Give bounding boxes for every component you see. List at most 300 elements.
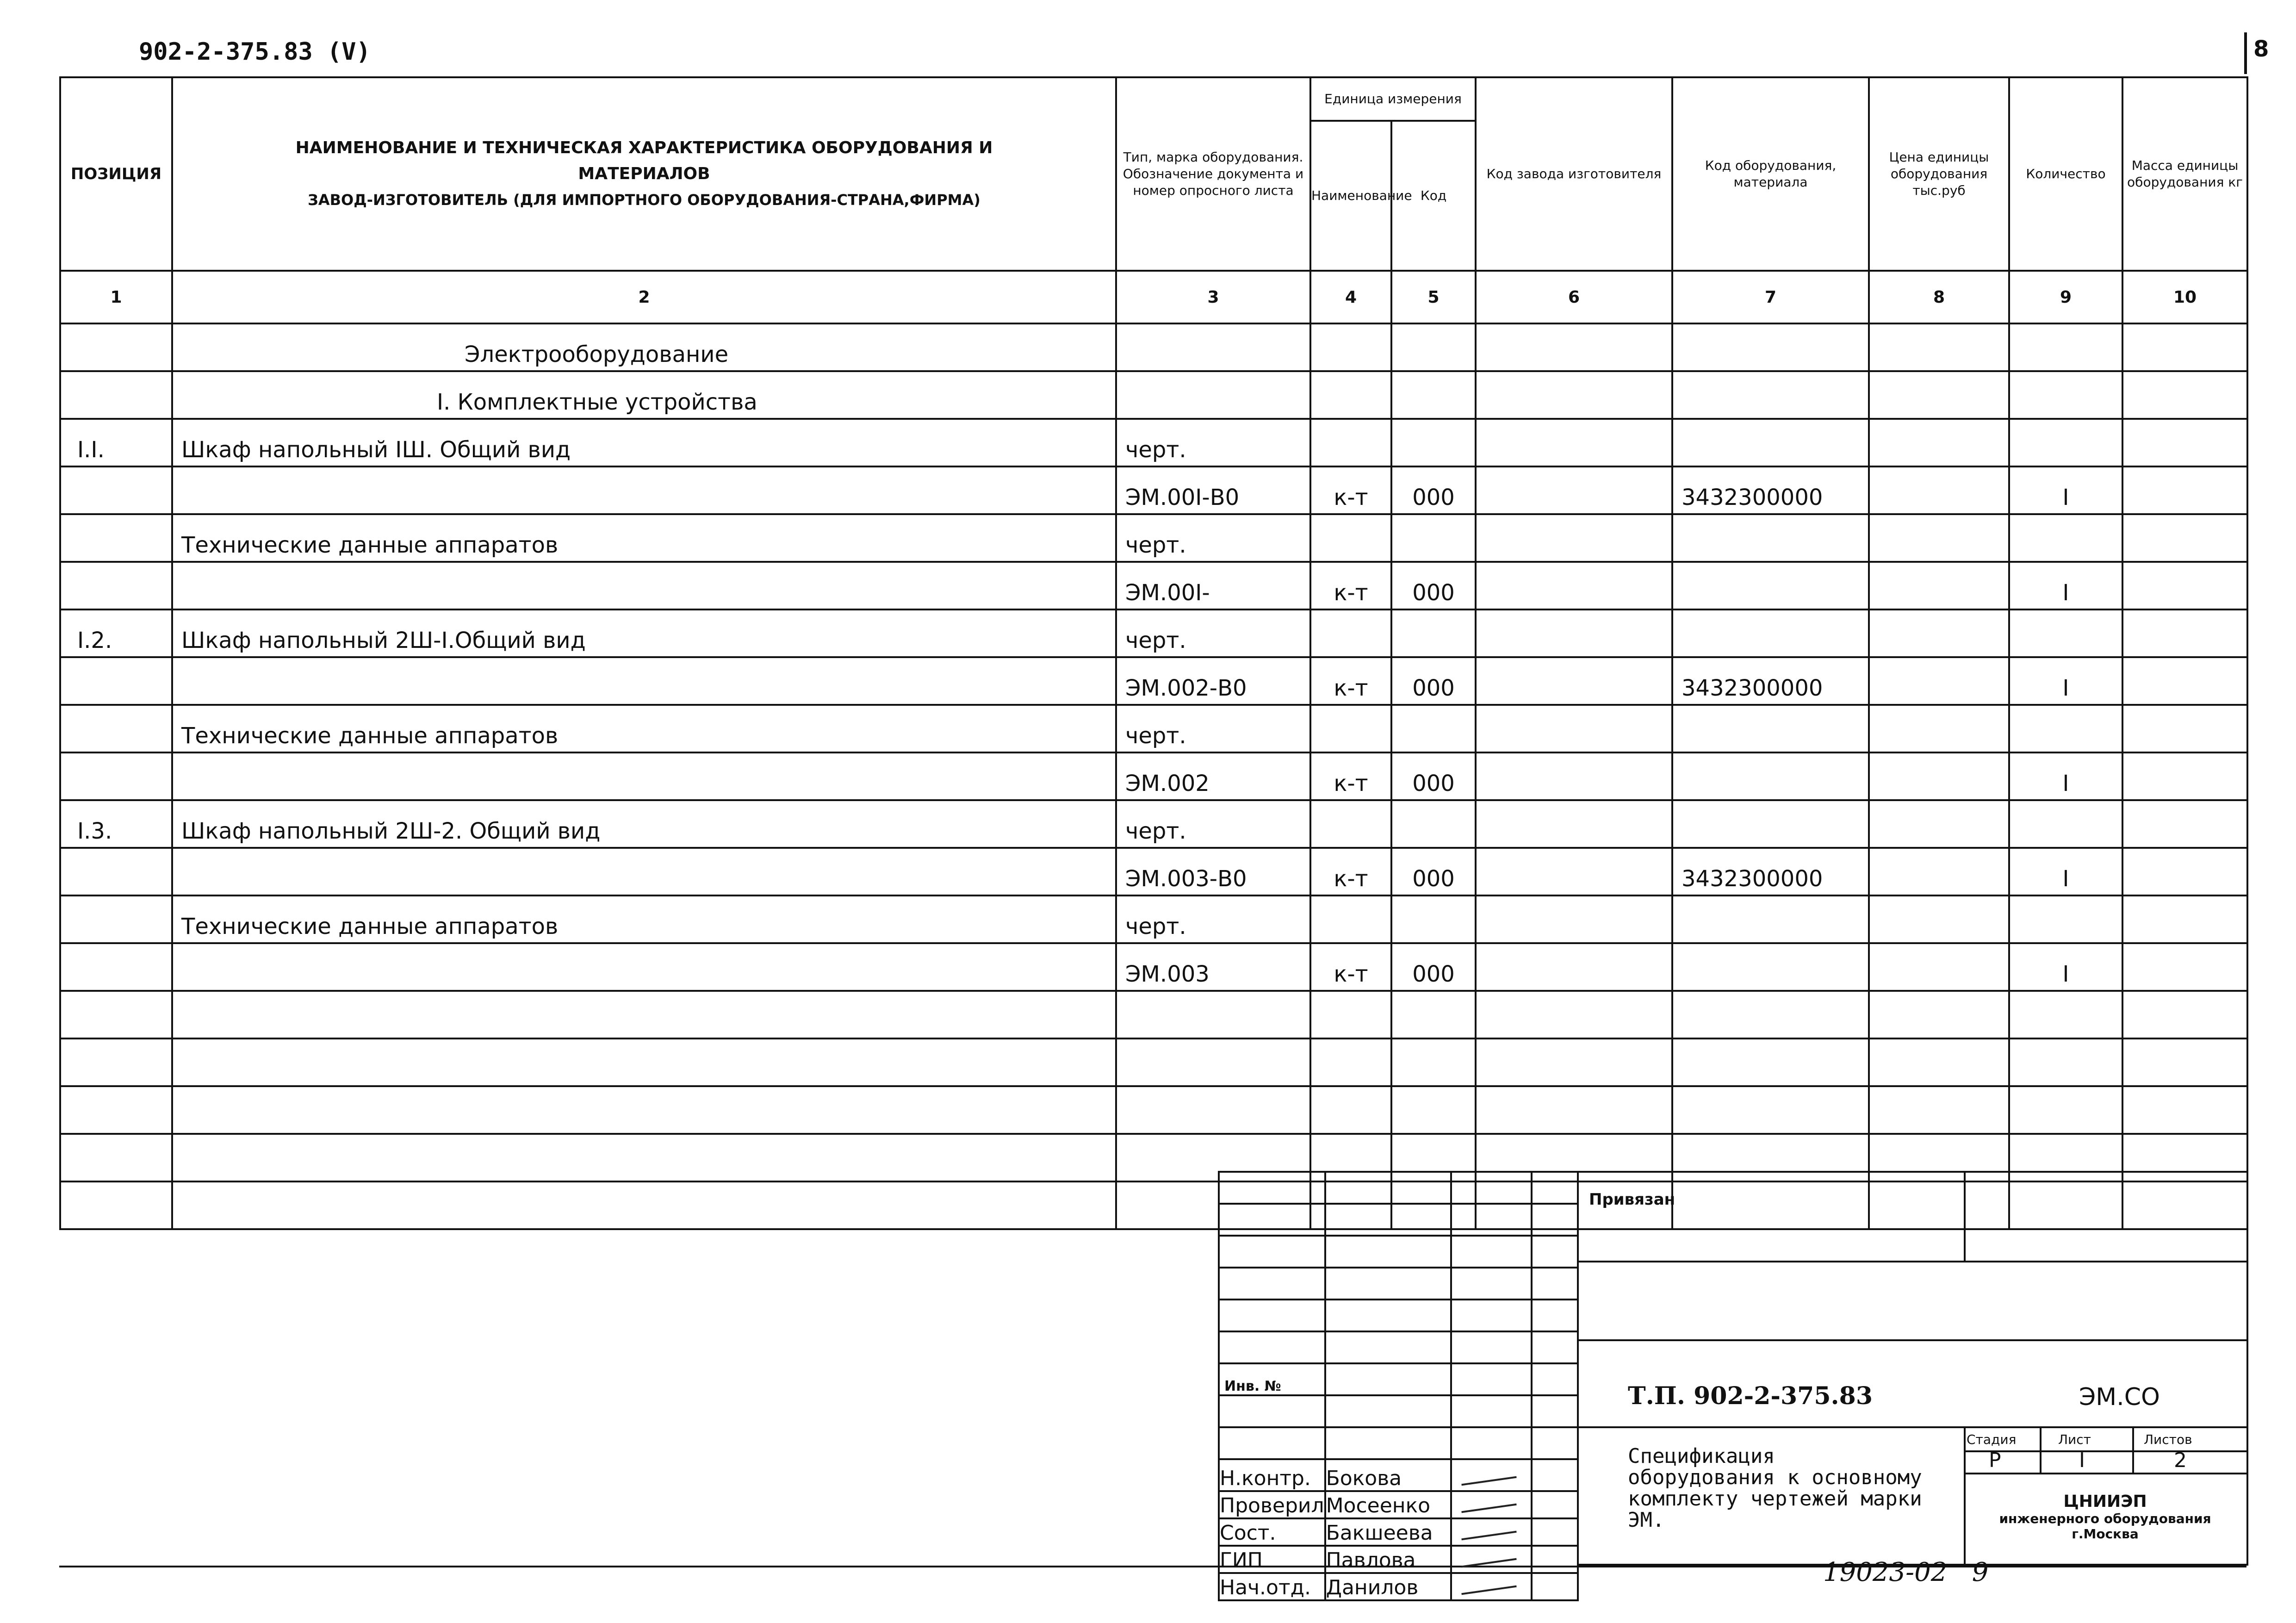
table-row — [60, 419, 2247, 466]
cell-price — [1869, 514, 2009, 562]
sheet-value: I — [2079, 1449, 2085, 1472]
table-row — [60, 848, 2247, 895]
signature-role: Нач.отд. — [1219, 1573, 1325, 1600]
doc-code-album: (V) — [327, 38, 371, 66]
signature-cell — [1325, 1331, 1451, 1363]
cell-quantity — [2009, 705, 2122, 752]
signature-name: Павлова — [1325, 1546, 1451, 1573]
signature-role: Проверил — [1219, 1491, 1325, 1518]
table-row — [60, 1086, 2247, 1134]
cell-factory-code — [1476, 657, 1672, 705]
column-number: 8 — [1869, 271, 2009, 323]
cell-quantity — [2009, 1038, 2122, 1086]
cell-quantity: I — [2009, 466, 2122, 514]
cell-doc: черт. — [1116, 419, 1310, 466]
cell-equipment-code — [1672, 895, 1869, 943]
signature-row — [1219, 1518, 1578, 1546]
signature-cell — [1532, 1459, 1578, 1491]
cell-quantity — [2009, 419, 2122, 466]
signature-cell — [1325, 1204, 1451, 1236]
title-block-right — [1577, 1171, 2248, 1566]
cell-doc: ЭМ.00I- — [1116, 562, 1310, 609]
cell-position — [60, 705, 172, 752]
signature-cell — [1532, 1395, 1578, 1427]
cell-position: I.2. — [60, 609, 172, 657]
signature-row — [1219, 1573, 1578, 1600]
cell-doc: черт. — [1116, 895, 1310, 943]
signature-cell — [1532, 1573, 1578, 1600]
cell-unit — [1310, 609, 1391, 657]
cell-name — [172, 1086, 1116, 1134]
signature-cell — [1325, 1427, 1451, 1459]
hline-3 — [1577, 1426, 2246, 1428]
cell-quantity — [2009, 514, 2122, 562]
cell-price — [1869, 752, 2009, 800]
cell-equipment-code — [1672, 609, 1869, 657]
cell-name: Технические данные аппаратов — [172, 705, 1116, 752]
cell-position — [60, 514, 172, 562]
table-row — [60, 562, 2247, 609]
signature-name: Бокова — [1325, 1459, 1451, 1491]
cell-unit-code — [1391, 514, 1476, 562]
cell-unit: к-т — [1310, 848, 1391, 895]
privyazan-label: Привязан — [1589, 1190, 1675, 1209]
cell-unit — [1310, 991, 1391, 1038]
cell-factory-code — [1476, 562, 1672, 609]
handwritten-signature — [1461, 1586, 1516, 1595]
cell-factory-code — [1476, 514, 1672, 562]
cell-price — [1869, 419, 2009, 466]
col-header-mass: Масса единицы оборудования кг — [2122, 77, 2247, 271]
signature-cell — [1451, 1236, 1532, 1268]
signature-cell — [1325, 1268, 1451, 1300]
cell-mass — [2122, 609, 2247, 657]
cell-position — [60, 1181, 172, 1229]
cell-quantity — [2009, 800, 2122, 848]
cell-doc: черт. — [1116, 609, 1310, 657]
cell-mass — [2122, 323, 2247, 371]
cell-price — [1869, 609, 2009, 657]
cell-price — [1869, 800, 2009, 848]
cell-price — [1869, 895, 2009, 943]
stage-value: Р — [1989, 1449, 2001, 1472]
table-row — [60, 466, 2247, 514]
cell-name — [172, 562, 1116, 609]
table-row — [60, 657, 2247, 705]
cell-unit: к-т — [1310, 466, 1391, 514]
specification-table — [59, 76, 2248, 1230]
cell-doc: ЭМ.003 — [1116, 943, 1310, 991]
sheets-label: Листов — [2144, 1432, 2192, 1447]
cell-unit — [1310, 705, 1391, 752]
cell-unit: к-т — [1310, 657, 1391, 705]
signature-cell — [1532, 1363, 1578, 1395]
cell-mass — [2122, 466, 2247, 514]
cell-mass — [2122, 848, 2247, 895]
signature-role: Сост. — [1219, 1518, 1325, 1546]
cell-unit — [1310, 1086, 1391, 1134]
signature-cell — [1325, 1300, 1451, 1331]
cell-doc: черт. — [1116, 705, 1310, 752]
hline-stage-2 — [1964, 1473, 2246, 1474]
signature-cell — [1532, 1427, 1578, 1459]
cell-doc — [1116, 323, 1310, 371]
signature-cell — [1219, 1395, 1325, 1427]
organization — [1964, 1492, 2246, 1542]
col-header-position: ПОЗИЦИЯ — [60, 77, 172, 271]
cell-quantity — [2009, 609, 2122, 657]
signature-cell — [1219, 1331, 1325, 1363]
cell-factory-code — [1476, 800, 1672, 848]
cell-price — [1869, 1086, 2009, 1134]
signature-cell — [1219, 1427, 1325, 1459]
cell-equipment-code — [1672, 752, 1869, 800]
cell-unit-code — [1391, 705, 1476, 752]
cell-doc: ЭМ.00I-В0 — [1116, 466, 1310, 514]
cell-name — [172, 1038, 1116, 1086]
cell-unit-code — [1391, 419, 1476, 466]
col-header-unit-name: Наименование — [1310, 121, 1391, 271]
cell-equipment-code — [1672, 371, 1869, 419]
cell-price — [1869, 943, 2009, 991]
inv-no-label: Инв. № — [1219, 1363, 1325, 1395]
cell-name — [172, 752, 1116, 800]
cell-equipment-code — [1672, 705, 1869, 752]
cell-factory-code — [1476, 1038, 1672, 1086]
cell-mass — [2122, 562, 2247, 609]
cell-price — [1869, 657, 2009, 705]
cell-unit-code — [1391, 1038, 1476, 1086]
signature-cell — [1451, 1204, 1532, 1236]
cell-unit-code: 000 — [1391, 466, 1476, 514]
doc-code-number: 902-2-375.83 — [139, 38, 313, 66]
handwritten-signature — [1461, 1504, 1516, 1513]
cell-unit-code — [1391, 800, 1476, 848]
cell-equipment-code: 3432300000 — [1672, 657, 1869, 705]
cell-name — [172, 848, 1116, 895]
cell-factory-code — [1476, 705, 1672, 752]
cell-equipment-code — [1672, 562, 1869, 609]
org-name: ЦНИИЭП — [2063, 1492, 2147, 1511]
cell-unit — [1310, 800, 1391, 848]
signature-role: Н.контр. — [1219, 1459, 1325, 1491]
signature-cell — [1532, 1518, 1578, 1546]
cell-unit-code: 000 — [1391, 657, 1476, 705]
cell-unit-code — [1391, 895, 1476, 943]
column-number: 1 — [60, 271, 172, 323]
signature-name: Мосеенко — [1325, 1491, 1451, 1518]
hline-1 — [1577, 1261, 2246, 1262]
footer-number: 19023-02 9 — [1823, 1557, 1989, 1587]
cell-doc — [1116, 371, 1310, 419]
column-number: 10 — [2122, 271, 2247, 323]
table-row — [60, 800, 2247, 848]
cell-doc — [1116, 1038, 1310, 1086]
cell-unit-code — [1391, 609, 1476, 657]
cell-quantity: I — [2009, 943, 2122, 991]
col-header-unit-code: Код — [1391, 121, 1476, 271]
cell-doc: ЭМ.002-В0 — [1116, 657, 1310, 705]
column-number: 3 — [1116, 271, 1310, 323]
doc-code — [139, 38, 371, 66]
signature-mark — [1451, 1491, 1532, 1518]
signature-row — [1219, 1268, 1578, 1300]
cell-quantity: I — [2009, 848, 2122, 895]
cell-mass — [2122, 1086, 2247, 1134]
cell-mass — [2122, 514, 2247, 562]
column-number: 2 — [172, 271, 1116, 323]
cell-unit-code: 000 — [1391, 562, 1476, 609]
table-row — [60, 609, 2247, 657]
corner-tick — [2244, 32, 2247, 74]
signature-grid — [1218, 1171, 1579, 1601]
project-number: Т.П. 902-2-375.83 — [1628, 1382, 1873, 1410]
drawing-mark: ЭМ.СО — [2079, 1383, 2160, 1411]
signature-cell — [1451, 1268, 1532, 1300]
cell-position — [60, 562, 172, 609]
cell-factory-code — [1476, 895, 1672, 943]
org-city: г.Москва — [2072, 1526, 2139, 1542]
signature-row — [1219, 1491, 1578, 1518]
cell-equipment-code: 3432300000 — [1672, 848, 1869, 895]
signature-cell — [1219, 1300, 1325, 1331]
page-corner-number: 8 — [2253, 36, 2269, 62]
signature-cell — [1532, 1172, 1578, 1204]
cell-doc: ЭМ.003-В0 — [1116, 848, 1310, 895]
cell-equipment-code: 3432300000 — [1672, 466, 1869, 514]
cell-price — [1869, 562, 2009, 609]
cell-unit-code — [1391, 323, 1476, 371]
table-row — [60, 371, 2247, 419]
cell-price — [1869, 371, 2009, 419]
column-number: 6 — [1476, 271, 1672, 323]
vline-sheets — [2132, 1426, 2134, 1473]
table-row — [60, 705, 2247, 752]
signature-cell — [1532, 1491, 1578, 1518]
cell-doc: ЭМ.002 — [1116, 752, 1310, 800]
cell-equipment-code — [1672, 1086, 1869, 1134]
cell-equipment-code — [1672, 991, 1869, 1038]
cell-unit-code: 000 — [1391, 848, 1476, 895]
cell-doc — [1116, 991, 1310, 1038]
cell-factory-code — [1476, 466, 1672, 514]
cell-unit: к-т — [1310, 752, 1391, 800]
cell-mass — [2122, 1038, 2247, 1086]
signature-name: Данилов — [1325, 1573, 1451, 1600]
cell-factory-code — [1476, 323, 1672, 371]
cell-mass — [2122, 657, 2247, 705]
signature-row — [1219, 1459, 1578, 1491]
signature-cell — [1451, 1172, 1532, 1204]
cell-factory-code — [1476, 991, 1672, 1038]
signature-row — [1219, 1300, 1578, 1331]
cell-unit: к-т — [1310, 943, 1391, 991]
cell-position — [60, 657, 172, 705]
cell-unit-code — [1391, 991, 1476, 1038]
cell-price — [1869, 705, 2009, 752]
signature-cell — [1219, 1236, 1325, 1268]
table-row — [60, 752, 2247, 800]
signature-cell — [1532, 1331, 1578, 1363]
cell-name: I. Комплектные устройства — [172, 371, 1116, 419]
cell-unit-code: 000 — [1391, 943, 1476, 991]
signature-cell — [1325, 1236, 1451, 1268]
cell-mass — [2122, 419, 2247, 466]
signature-row — [1219, 1427, 1578, 1459]
signature-row — [1219, 1546, 1578, 1573]
cell-mass — [2122, 991, 2247, 1038]
cell-price — [1869, 466, 2009, 514]
handwritten-signature — [1461, 1476, 1516, 1486]
col-header-price: Цена единицы оборудования тыс.руб — [1869, 77, 2009, 271]
signature-cell — [1532, 1268, 1578, 1300]
cell-name: Электрооборудование — [172, 323, 1116, 371]
table-row — [60, 895, 2247, 943]
cell-name — [172, 991, 1116, 1038]
cell-position — [60, 466, 172, 514]
cell-position — [60, 371, 172, 419]
signature-mark — [1451, 1546, 1532, 1573]
cell-equipment-code — [1672, 323, 1869, 371]
signature-row — [1219, 1204, 1578, 1236]
cell-equipment-code — [1672, 943, 1869, 991]
cell-position — [60, 752, 172, 800]
cell-equipment-code — [1672, 419, 1869, 466]
signature-mark — [1451, 1459, 1532, 1491]
hline-2 — [1577, 1339, 2246, 1341]
handwritten-signature — [1461, 1531, 1516, 1541]
cell-price — [1869, 323, 2009, 371]
sheet-label: Лист — [2058, 1432, 2091, 1447]
signature-row — [1219, 1363, 1578, 1395]
cell-doc: черт. — [1116, 800, 1310, 848]
cell-name: Шкаф напольный 2Ш-2. Общий вид — [172, 800, 1116, 848]
hline-stage-1 — [1964, 1450, 2246, 1452]
col-header-quantity: Количество — [2009, 77, 2122, 271]
signature-cell — [1451, 1300, 1532, 1331]
cell-name: Шкаф напольный 2Ш-I.Общий вид — [172, 609, 1116, 657]
cell-name: Технические данные аппаратов — [172, 895, 1116, 943]
cell-price — [1869, 1038, 2009, 1086]
signature-cell — [1325, 1363, 1451, 1395]
cell-position: I.I. — [60, 419, 172, 466]
column-number: 9 — [2009, 271, 2122, 323]
cell-position: I.3. — [60, 800, 172, 848]
signature-row — [1219, 1236, 1578, 1268]
privyazan-divider — [1964, 1173, 1966, 1261]
cell-unit — [1310, 323, 1391, 371]
column-number: 7 — [1672, 271, 1869, 323]
cell-factory-code — [1476, 371, 1672, 419]
cell-quantity — [2009, 895, 2122, 943]
signature-cell — [1219, 1204, 1325, 1236]
col-header-unit-group: Единица измерения — [1310, 77, 1476, 121]
cell-mass — [2122, 943, 2247, 991]
cell-unit-code: 000 — [1391, 752, 1476, 800]
signature-cell — [1532, 1236, 1578, 1268]
column-number: 4 — [1310, 271, 1391, 323]
cell-doc: черт. — [1116, 514, 1310, 562]
vline-sheet — [2040, 1426, 2042, 1473]
sheets-value: 2 — [2174, 1449, 2187, 1472]
signature-cell — [1219, 1172, 1325, 1204]
cell-name — [172, 657, 1116, 705]
cell-position — [60, 943, 172, 991]
org-sub: инженерного оборудования — [1999, 1511, 2211, 1526]
cell-equipment-code — [1672, 1038, 1869, 1086]
cell-position — [60, 895, 172, 943]
cell-name — [172, 1181, 1116, 1229]
cell-factory-code — [1476, 848, 1672, 895]
cell-quantity — [2009, 1086, 2122, 1134]
col-header-factory-code: Код завода изготовителя — [1476, 77, 1672, 271]
signature-cell — [1532, 1546, 1578, 1573]
signature-mark — [1451, 1573, 1532, 1600]
signature-name: Бакшеева — [1325, 1518, 1451, 1546]
cell-unit — [1310, 419, 1391, 466]
cell-position — [60, 991, 172, 1038]
cell-quantity — [2009, 991, 2122, 1038]
table-row — [60, 991, 2247, 1038]
column-number: 5 — [1391, 271, 1476, 323]
table-row — [60, 514, 2247, 562]
cell-name: Технические данные аппаратов — [172, 514, 1116, 562]
cell-name — [172, 466, 1116, 514]
cell-mass — [2122, 371, 2247, 419]
signature-cell — [1325, 1395, 1451, 1427]
signature-cell — [1451, 1363, 1532, 1395]
cell-position — [60, 323, 172, 371]
cell-equipment-code — [1672, 800, 1869, 848]
table-row — [60, 1038, 2247, 1086]
col-header-doc: Тип, марка оборудования. Обозначение документа и номер опросного листа — [1116, 77, 1310, 271]
table-row — [60, 323, 2247, 371]
cell-position — [60, 1086, 172, 1134]
signature-role: ГИП — [1219, 1546, 1325, 1573]
signature-cell — [1219, 1268, 1325, 1300]
cell-unit — [1310, 371, 1391, 419]
signature-row — [1219, 1172, 1578, 1204]
cell-equipment-code — [1672, 514, 1869, 562]
signature-cell — [1451, 1331, 1532, 1363]
cell-mass — [2122, 895, 2247, 943]
cell-unit-code — [1391, 1086, 1476, 1134]
cell-factory-code — [1476, 1086, 1672, 1134]
cell-position — [60, 1134, 172, 1181]
cell-quantity — [2009, 371, 2122, 419]
cell-unit — [1310, 895, 1391, 943]
cell-unit-code — [1391, 371, 1476, 419]
cell-factory-code — [1476, 419, 1672, 466]
cell-mass — [2122, 752, 2247, 800]
cell-name — [172, 943, 1116, 991]
signature-cell — [1451, 1395, 1532, 1427]
cell-mass — [2122, 705, 2247, 752]
table-row — [60, 943, 2247, 991]
cell-unit: к-т — [1310, 562, 1391, 609]
cell-quantity — [2009, 323, 2122, 371]
col-header-name: НАИМЕНОВАНИЕ И ТЕХНИЧЕСКАЯ ХАРАКТЕРИСТИКА ОБОРУДОВАНИЯ И МАТЕРИАЛОВ ЗАВОД-ИЗГОТОВИТЕЛЬ (ДЛЯ ИМПОРТНОГО ОБОРУДОВАНИЯ-СТРАНА,ФИРМА) — [172, 77, 1116, 271]
signature-cell — [1451, 1427, 1532, 1459]
cell-factory-code — [1476, 752, 1672, 800]
signature-mark — [1451, 1518, 1532, 1546]
signature-row — [1219, 1331, 1578, 1363]
handwritten-signature — [1461, 1558, 1516, 1568]
signature-row — [1219, 1395, 1578, 1427]
cell-name: Шкаф напольный IШ. Общий вид — [172, 419, 1116, 466]
cell-name — [172, 1134, 1116, 1181]
cell-position — [60, 1038, 172, 1086]
